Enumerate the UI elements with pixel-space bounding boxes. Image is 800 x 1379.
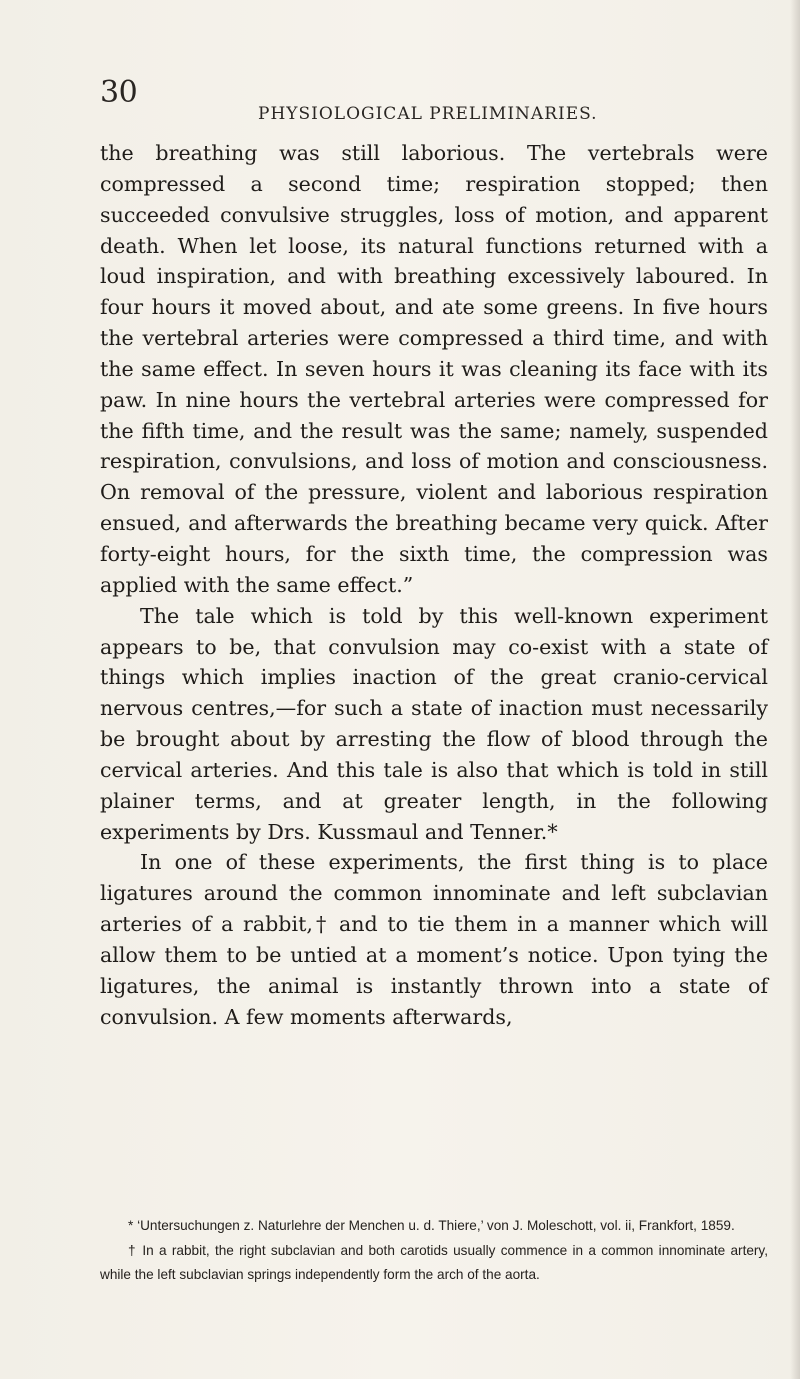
footnote-rabbit-arteries: † In a rabbit, the right subclavian and both carotids usually commence in a common innominate artery, while the left subclavian springs independently form the arch of the aorta. [100,1242,768,1282]
running-title: PHYSIOLOGICAL PRELIMINARIES. [258,104,598,124]
paragraph-ligature-experiment: In one of these experiments, the first thing is to place ligatures around the common innominate and left subclavian arteries of a rabbit,† and to tie them in a manner which will allow them to be untied at a moment’s notice. Upon tying the ligatures, the animal is instantly thrown into a state of convulsion. A few moments afterwards, [100,850,768,1029]
paragraph-continued: the breathing was still laborious. The vertebrals were compressed a second time; respiration stopped; then succeeded convulsive struggles, loss of motion, and apparent death. When let loose, its natural functions returned with a loud inspiration, and with breathing excessively laboured. In four hours it moved about, and ate some greens. In five hours the vertebral arteries were compressed a third time, and with the same effect. In seven hours it was cleaning its face with its paw. In nine hours the vertebral arteries were compressed for the fifth time, and the result was the same; namely, suspended respiration, convulsions, and loss of motion and consciousness. On removal of the pressure, violent and laborious respiration ensued, and afterwards the breathing became very quick. After forty-eight hours, for the sixth time, the compression was applied with the same effect.” [100,141,768,597]
footnotes [100,1214,768,1288]
page-edge-shadow [790,0,800,1379]
page-number: 30 [100,75,138,110]
paragraph-kussmaul-tenner: The tale which is told by this well-known experiment appears to be, that convulsion may co-exist with a state of things which implies inaction of the great cranio-cervical nervous centres,—for such a state of inaction must necessarily be brought about by arresting the flow of blood through the cervical arteries. And this tale is also that which is told in still plainer terms, and at greater length, in the following experiments by Drs. Kussmaul and Tenner.* [100,603,768,844]
running-head [100,75,800,124]
body-text [100,138,768,1032]
footnote-moleschott: * ‘Untersuchungen z. Naturlehre der Menchen u. d. Thiere,’ von J. Moleschott, vol. ii, Frankfort, 1859. [128,1218,735,1233]
